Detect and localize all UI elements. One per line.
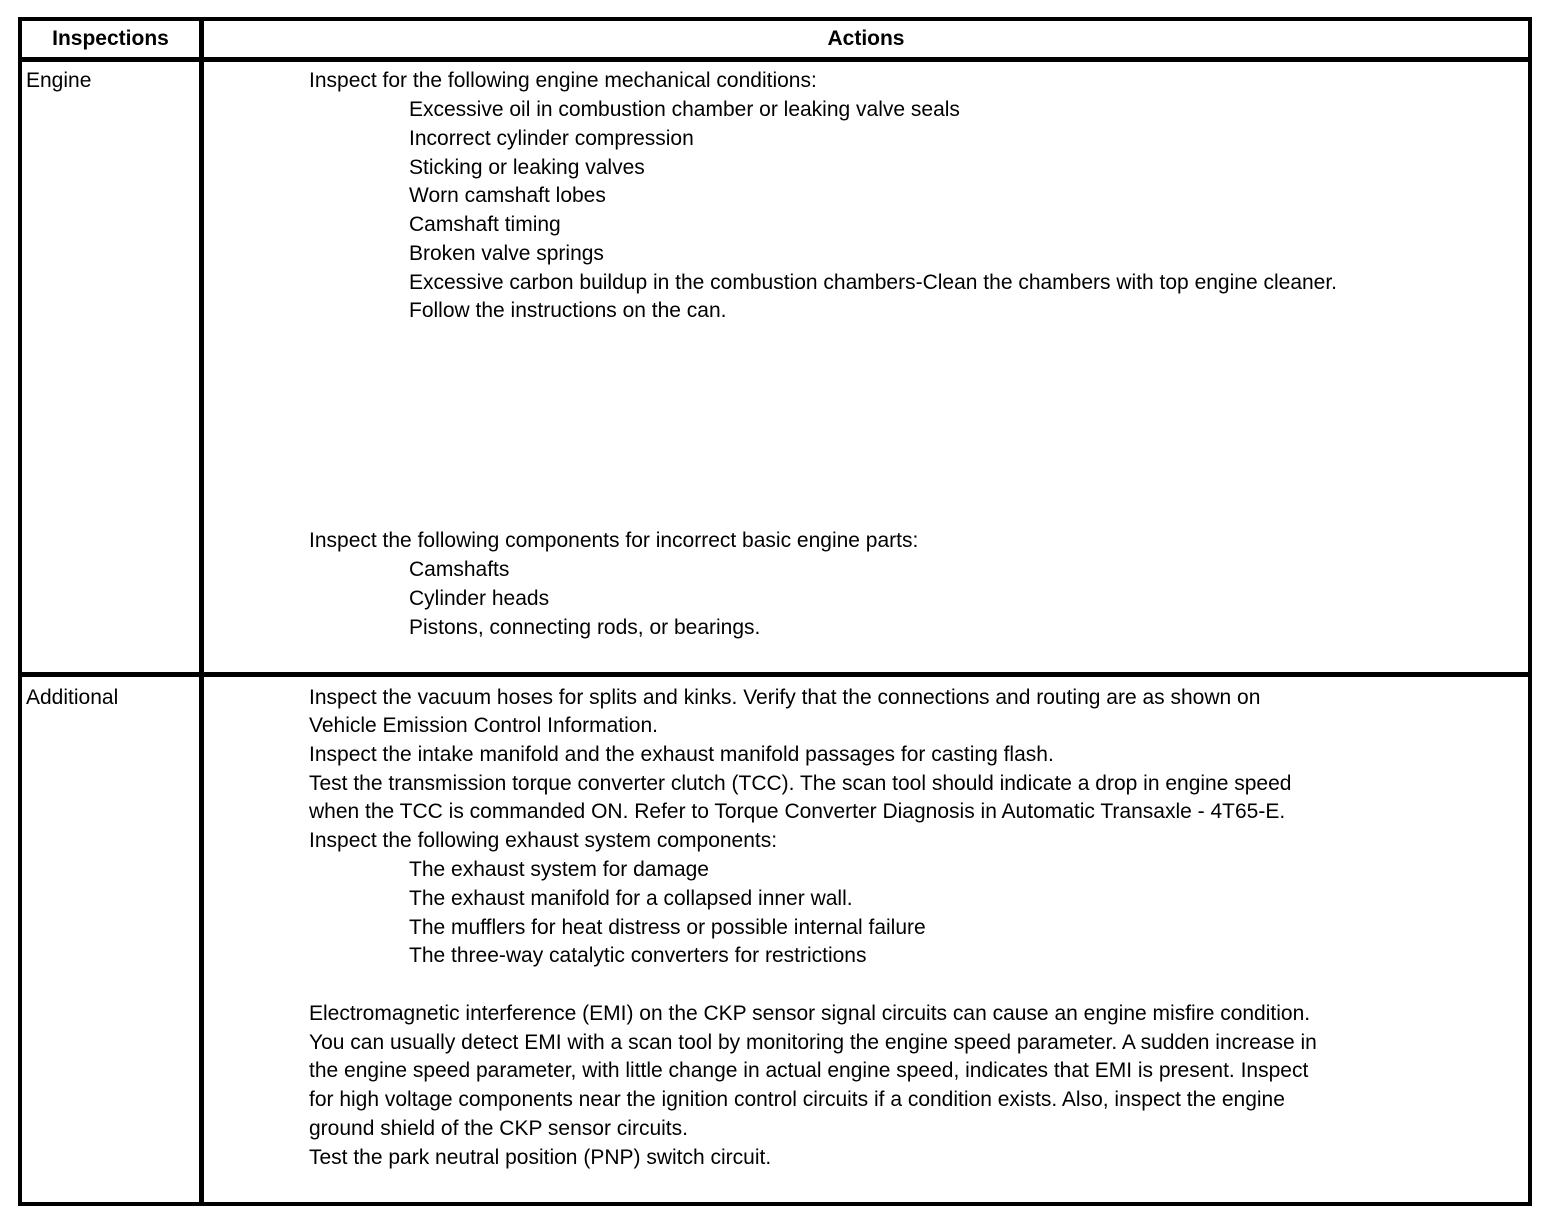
list-item: The three-way catalytic converters for restrictions (409, 944, 867, 967)
list-item: The exhaust system for damage (409, 858, 709, 881)
additional-text-line: Inspect the vacuum hoses for splits and kinks. Verify that the connections and routing are as shown on (309, 686, 1261, 709)
additional-text-line: Inspect the intake manifold and the exhaust manifold passages for casting flash. (309, 743, 1054, 766)
row-label-additional: Additional (26, 686, 119, 709)
emi-text-line: Test the park neutral position (PNP) switch circuit. (309, 1146, 772, 1169)
list-item: Pistons, connecting rods, or bearings. (409, 616, 761, 639)
header-actions: Actions (827, 27, 905, 50)
engine-intro-mechanical: Inspect for the following engine mechanical conditions: (309, 69, 817, 92)
list-item: Worn camshaft lobes (409, 184, 606, 207)
list-item: Cylinder heads (409, 587, 550, 610)
row-label-engine: Engine (26, 69, 92, 92)
additional-text-line: Test the transmission torque converter clutch (TCC). The scan tool should indicate a drop in engine speed (309, 772, 1292, 795)
list-item: Follow the instructions on the can. (409, 299, 727, 322)
header-inspections: Inspections (52, 27, 169, 50)
emi-text-line: the engine speed parameter, with little change in actual engine speed, indicates that EMI is present. Inspect (309, 1059, 1309, 1082)
row-divider (18, 672, 1532, 677)
list-item: The mufflers for heat distress or possible internal failure (409, 916, 926, 939)
list-item: Excessive carbon buildup in the combustion chambers-Clean the chambers with top engine cleaner. (409, 271, 1338, 294)
emi-text-line: ground shield of the CKP sensor circuits. (309, 1117, 688, 1140)
list-item: Broken valve springs (409, 242, 604, 265)
list-item: Camshaft timing (409, 213, 561, 236)
list-item: Camshafts (409, 558, 510, 581)
column-divider (199, 17, 204, 1206)
header-divider (18, 57, 1532, 62)
list-item: Sticking or leaking valves (409, 156, 645, 179)
list-item: The exhaust manifold for a collapsed inner wall. (409, 887, 853, 910)
list-item: Incorrect cylinder compression (409, 127, 694, 150)
emi-text-line: Electromagnetic interference (EMI) on the CKP sensor signal circuits can cause an engine misfire condition. (309, 1002, 1311, 1025)
emi-text-line: for high voltage components near the ignition control circuits if a condition exists. Also, inspect the engine (309, 1088, 1285, 1111)
additional-text-line: Vehicle Emission Control Information. (309, 714, 658, 737)
additional-text-line: Inspect the following exhaust system components: (309, 829, 778, 852)
engine-intro-components: Inspect the following components for incorrect basic engine parts: (309, 529, 919, 552)
list-item: Excessive oil in combustion chamber or leaking valve seals (409, 98, 960, 121)
additional-text-line: when the TCC is commanded ON. Refer to Torque Converter Diagnosis in Automatic Transaxle - 4T65-E. (309, 800, 1286, 823)
emi-text-line: You can usually detect EMI with a scan tool by monitoring the engine speed parameter. A sudden increase in (309, 1031, 1317, 1054)
